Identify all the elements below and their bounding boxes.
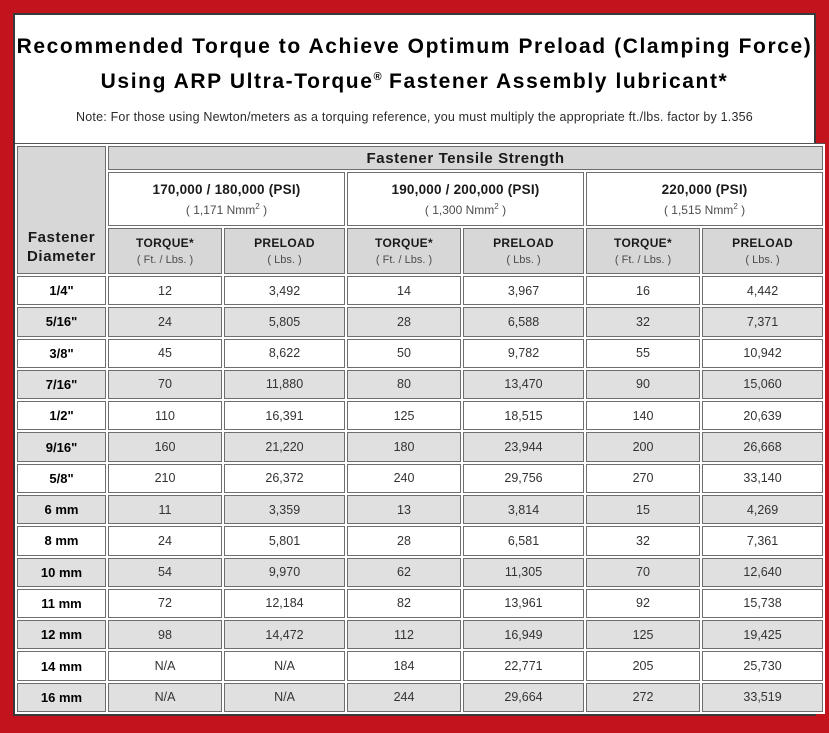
table-row — [17, 683, 823, 712]
preload-column-header: PRELOAD ( Lbs. ) — [702, 228, 823, 274]
table-row — [17, 589, 823, 618]
preload-value-cell: N/A — [224, 683, 345, 712]
preload-value-cell: 15,060 — [702, 370, 823, 399]
preload-value-cell: 9,782 — [463, 339, 584, 368]
torque-value-cell: 14 — [347, 276, 461, 305]
fastener-diameter-cell: 5/16" — [17, 307, 106, 336]
torque-value-cell: 24 — [108, 526, 222, 555]
torque-value-cell: 270 — [586, 464, 700, 493]
psi-label: 170,000 / 180,000 (PSI) — [152, 181, 301, 197]
fastener-diameter-cell: 7/16" — [17, 370, 106, 399]
table-row — [17, 558, 823, 587]
preload-value-cell: 9,970 — [224, 558, 345, 587]
preload-value-cell: 14,472 — [224, 620, 345, 649]
torque-value-cell: 125 — [586, 620, 700, 649]
torque-column-header: TORQUE* ( Ft. / Lbs. ) — [586, 228, 700, 274]
nmm-sup: 2 — [494, 201, 499, 211]
corner-header-line2: Diameter — [27, 248, 96, 265]
preload-value-cell: 4,442 — [702, 276, 823, 305]
torque-value-cell: N/A — [108, 651, 222, 680]
torque-value-cell: 28 — [347, 307, 461, 336]
psi-group-header-2 — [347, 172, 584, 226]
torque-value-cell: 244 — [347, 683, 461, 712]
preload-column-header: PRELOAD ( Lbs. ) — [224, 228, 345, 274]
fastener-diameter-cell: 16 mm — [17, 683, 106, 712]
preload-value-cell: 4,269 — [702, 495, 823, 524]
table-row — [17, 464, 823, 493]
torque-value-cell: 54 — [108, 558, 222, 587]
torque-value-cell: 92 — [586, 589, 700, 618]
preload-value-cell: 22,771 — [463, 651, 584, 680]
preload-value-cell: 10,942 — [702, 339, 823, 368]
title-line-2 — [15, 62, 814, 97]
preload-column-header: PRELOAD ( Lbs. ) — [463, 228, 584, 274]
nmm-sup: 2 — [733, 201, 738, 211]
torque-value-cell: N/A — [108, 683, 222, 712]
preload-value-cell: 33,140 — [702, 464, 823, 493]
torque-value-cell: 50 — [347, 339, 461, 368]
torque-value-cell: 90 — [586, 370, 700, 399]
preload-value-cell: 7,361 — [702, 526, 823, 555]
torque-column-header: TORQUE* ( Ft. / Lbs. ) — [108, 228, 222, 274]
torque-value-cell: 160 — [108, 432, 222, 461]
table-row — [17, 307, 823, 336]
preload-value-cell: 11,305 — [463, 558, 584, 587]
fastener-diameter-cell: 10 mm — [17, 558, 106, 587]
preload-value-cell: 18,515 — [463, 401, 584, 430]
preload-value-cell: 26,372 — [224, 464, 345, 493]
title-line-2-tail: Fastener Assembly lubricant* — [381, 70, 729, 93]
table-row — [17, 339, 823, 368]
torque-value-cell: 110 — [108, 401, 222, 430]
torque-value-cell: 12 — [108, 276, 222, 305]
torque-value-cell: 55 — [586, 339, 700, 368]
fastener-diameter-cell: 3/8" — [17, 339, 106, 368]
table-row — [17, 651, 823, 680]
torque-value-cell: 112 — [347, 620, 461, 649]
fastener-diameter-cell: 9/16" — [17, 432, 106, 461]
preload-value-cell: 5,801 — [224, 526, 345, 555]
preload-value-cell: 29,756 — [463, 464, 584, 493]
nmm-label: ( 1,300 Nmm$^2$ ) — [424, 201, 507, 217]
preload-value-cell: 29,664 — [463, 683, 584, 712]
torque-value-cell: 140 — [586, 401, 700, 430]
registered-trademark-sup: ® — [373, 71, 382, 83]
table-row — [17, 276, 823, 305]
preload-value-cell: 16,949 — [463, 620, 584, 649]
tensile-strength-header: Fastener Tensile Strength — [108, 146, 823, 170]
preload-value-cell: 8,622 — [224, 339, 345, 368]
torque-value-cell: 11 — [108, 495, 222, 524]
torque-value-cell: 210 — [108, 464, 222, 493]
table-row — [17, 620, 823, 649]
torque-value-cell: 200 — [586, 432, 700, 461]
torque-value-cell: 82 — [347, 589, 461, 618]
table-row — [17, 526, 823, 555]
psi-label: 220,000 (PSI) — [661, 181, 748, 197]
preload-value-cell: 3,967 — [463, 276, 584, 305]
preload-value-cell: 13,470 — [463, 370, 584, 399]
torque-value-cell: 32 — [586, 307, 700, 336]
nmm-sup: 2 — [255, 201, 260, 211]
torque-value-cell: 13 — [347, 495, 461, 524]
preload-value-cell: 16,391 — [224, 401, 345, 430]
torque-value-cell: 240 — [347, 464, 461, 493]
content-panel — [13, 13, 816, 716]
preload-value-cell: 23,944 — [463, 432, 584, 461]
torque-value-cell: 28 — [347, 526, 461, 555]
preload-value-cell: 33,519 — [702, 683, 823, 712]
preload-value-cell: 15,738 — [702, 589, 823, 618]
table-row — [17, 432, 823, 461]
torque-value-cell: 16 — [586, 276, 700, 305]
preload-value-cell: 25,730 — [702, 651, 823, 680]
preload-value-cell: 7,371 — [702, 307, 823, 336]
preload-value-cell: 6,588 — [463, 307, 584, 336]
preload-value-cell: 13,961 — [463, 589, 584, 618]
psi-label: 190,000 / 200,000 (PSI) — [391, 181, 540, 197]
preload-value-cell: 5,805 — [224, 307, 345, 336]
preload-value-cell: 19,425 — [702, 620, 823, 649]
torque-value-cell: 32 — [586, 526, 700, 555]
fastener-diameter-cell: 5/8" — [17, 464, 106, 493]
preload-value-cell: N/A — [224, 651, 345, 680]
torque-value-cell: 98 — [108, 620, 222, 649]
preload-value-cell: 3,359 — [224, 495, 345, 524]
fastener-diameter-cell: 1/2" — [17, 401, 106, 430]
nmm-label: ( 1,515 Nmm$^2$ ) — [663, 201, 746, 217]
fastener-diameter-cell: 8 mm — [17, 526, 106, 555]
torque-value-cell: 184 — [347, 651, 461, 680]
note-text: Note: For those using Newton/meters as a torquing reference, you must multiply the appropriate ft./lbs. factor by 1.356 — [76, 110, 753, 124]
corner-header-line1: Fastener — [27, 229, 96, 246]
table-row — [17, 401, 823, 430]
preload-value-cell: 12,184 — [224, 589, 345, 618]
nmm-label: ( 1,171 Nmm$^2$ ) — [185, 201, 268, 217]
title-line-2-text: Using ARP Ultra-Torque — [100, 70, 374, 93]
preload-value-cell: 26,668 — [702, 432, 823, 461]
torque-value-cell: 62 — [347, 558, 461, 587]
table-row — [17, 495, 823, 524]
title-line-1: Recommended Torque to Achieve Optimum Preload (Clamping Force) — [16, 35, 813, 58]
preload-value-cell: 20,639 — [702, 401, 823, 430]
torque-value-cell: 70 — [108, 370, 222, 399]
torque-value-cell: 180 — [347, 432, 461, 461]
torque-value-cell: 272 — [586, 683, 700, 712]
torque-value-cell: 125 — [347, 401, 461, 430]
preload-value-cell: 21,220 — [224, 432, 345, 461]
torque-value-cell: 45 — [108, 339, 222, 368]
preload-value-cell: 3,814 — [463, 495, 584, 524]
fastener-diameter-cell: 1/4" — [17, 276, 106, 305]
torque-value-cell: 15 — [586, 495, 700, 524]
fastener-diameter-cell: 11 mm — [17, 589, 106, 618]
fastener-diameter-cell: 6 mm — [17, 495, 106, 524]
psi-group-header-1 — [108, 172, 345, 226]
torque-table — [15, 143, 825, 714]
preload-value-cell: 11,880 — [224, 370, 345, 399]
preload-value-cell: 6,581 — [463, 526, 584, 555]
fastener-diameter-cell: 14 mm — [17, 651, 106, 680]
preload-value-cell: 3,492 — [224, 276, 345, 305]
corner-header-fastener-diameter — [17, 146, 106, 274]
torque-column-header: TORQUE* ( Ft. / Lbs. ) — [347, 228, 461, 274]
page-title — [15, 15, 814, 143]
torque-value-cell: 24 — [108, 307, 222, 336]
torque-value-cell: 72 — [108, 589, 222, 618]
torque-value-cell: 80 — [347, 370, 461, 399]
torque-value-cell: 205 — [586, 651, 700, 680]
table-row — [17, 370, 823, 399]
fastener-diameter-cell: 12 mm — [17, 620, 106, 649]
psi-group-header-3 — [586, 172, 823, 226]
preload-value-cell: 12,640 — [702, 558, 823, 587]
torque-value-cell: 70 — [586, 558, 700, 587]
